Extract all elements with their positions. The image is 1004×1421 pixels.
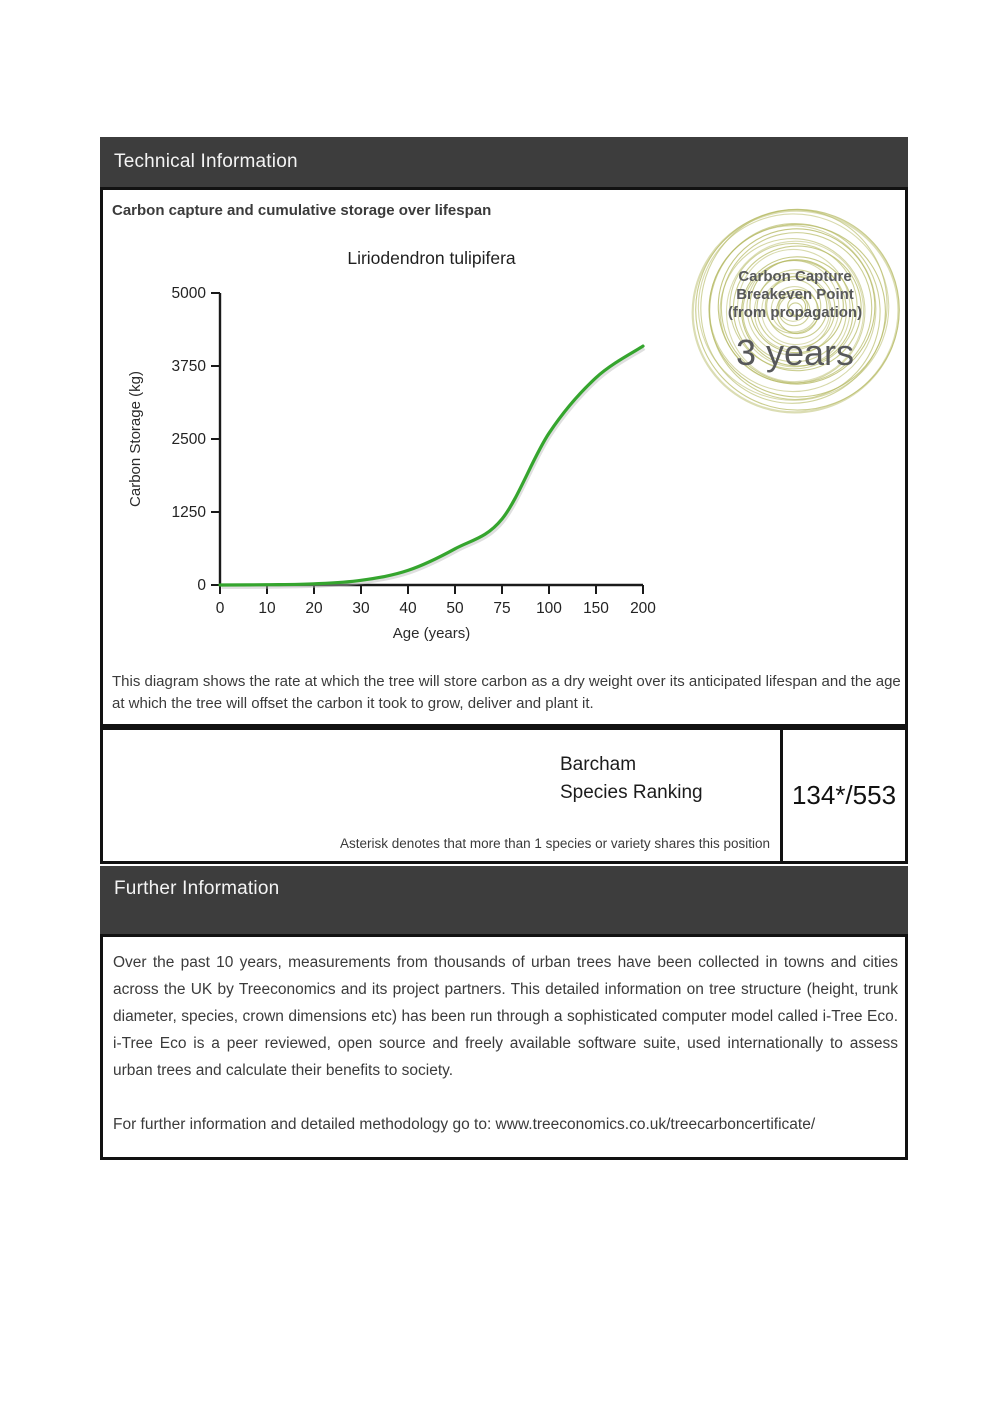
y-tick-label: 0: [197, 577, 206, 594]
x-tick-label: 50: [446, 600, 464, 617]
axes: [220, 293, 643, 585]
x-axis-title: Age (years): [392, 625, 471, 642]
further-information-paragraph: Over the past 10 years, measurements from thousands of urban trees have been collected in towns and cities across the UK by Treeconomics and its project partners. This detailed information on tree structure (height, trunk diameter, species, crown dimensions etc) has been run through a sophisticated computer model called i-Tree Eco. i-Tree Eco is a peer reviewed, open source and freely available software suite, used internationally to assess urban trees and calculate their benefits to society.: [113, 954, 898, 1079]
breakeven-badge-line2: Breakeven Point: [736, 286, 854, 303]
species-ranking-label: [560, 751, 703, 807]
carbon-storage-line-chart: [110, 231, 690, 661]
x-tick-label: 150: [583, 600, 609, 617]
further-information-header-bar: [100, 866, 908, 934]
y-tick-label: 1250: [171, 504, 206, 521]
y-axis-title: Carbon Storage (kg): [127, 371, 144, 507]
chart-caption: This diagram shows the rate at which the tree will store carbon as a dry weight over its anticipated lifespan and the age at which the tree will offset the carbon it took to grow, deliver and plant it.: [112, 673, 901, 712]
x-tick-label: 30: [352, 600, 370, 617]
further-information-link-line: For further information and detailed methodology go to: www.treeconomics.co.uk/treecarboncertificate/: [113, 1116, 816, 1133]
species-ranking-footnote: Asterisk denotes that more than 1 species or variety shares this position: [340, 836, 770, 851]
species-ranking-label-line1: Barcham: [560, 754, 637, 775]
technical-information-header-bar: [100, 137, 908, 187]
y-tick-label: 2500: [171, 431, 206, 448]
chart-title: Liriodendron tulipifera: [347, 248, 516, 268]
carbon-curve: [220, 346, 643, 585]
species-ranking-value-box: [780, 727, 908, 864]
x-tick-label: 0: [215, 600, 225, 617]
carbon-curve-shadow: [222, 349, 645, 588]
x-tick-label: 75: [493, 600, 511, 617]
x-tick-label: 10: [258, 600, 276, 617]
species-ranking-value: 134*/553: [791, 780, 897, 810]
species-ranking-label-box: [100, 727, 780, 864]
x-tick-label: 100: [536, 600, 562, 617]
x-tick-label: 20: [305, 600, 323, 617]
x-tick-label: 200: [630, 600, 656, 617]
technical-information-title: Technical Information: [114, 151, 298, 172]
breakeven-badge-line3: (from propagation): [727, 304, 863, 321]
further-information-title: Further Information: [114, 878, 280, 899]
chart-section-subtitle: Carbon capture and cumulative storage over lifespan: [112, 202, 492, 219]
breakeven-badge-text: [687, 202, 903, 374]
species-ranking-label-line2: Species Ranking: [560, 782, 703, 803]
species-ranking-row: [100, 727, 908, 864]
breakeven-badge-line1: Carbon Capture: [738, 268, 852, 285]
further-information-section: [100, 934, 908, 1160]
breakeven-badge-value: 3 years: [735, 332, 855, 373]
breakeven-badge: [687, 202, 903, 418]
y-tick-label: 5000: [171, 285, 206, 302]
x-tick-label: 40: [399, 600, 417, 617]
chart-section: [100, 187, 908, 727]
y-tick-label: 3750: [171, 358, 206, 375]
